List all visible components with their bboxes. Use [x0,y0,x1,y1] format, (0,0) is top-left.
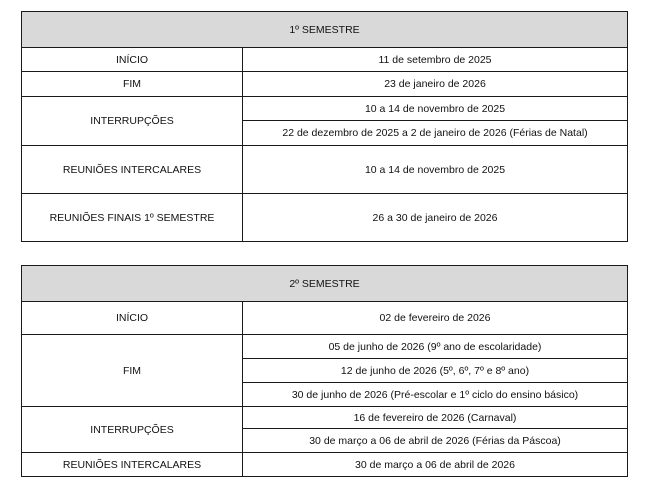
reunioes-intercalares-label: REUNIÕES INTERCALARES [22,146,243,194]
inicio-label: INÍCIO [22,48,243,72]
reunioes-intercalares-value: 30 de março a 06 de abril de 2026 [243,453,628,477]
interrupcoes-value-2: 30 de março a 06 de abril de 2026 (Férias da Páscoa) [243,429,628,453]
interrupcoes-label: INTERRUPÇÕES [22,407,243,453]
fim-value-3: 30 de junho de 2026 (Pré-escolar e 1º ciclo do ensino básico) [243,383,628,407]
fim-label: FIM [22,335,243,407]
interrupcoes-value-2: 22 de dezembro de 2025 a 2 de janeiro de 2026 (Férias de Natal) [243,121,628,146]
fim-value: 23 de janeiro de 2026 [243,72,628,97]
semester-1-title: 1º SEMESTRE [22,12,628,48]
reunioes-finais-value: 26 a 30 de janeiro de 2026 [243,194,628,242]
reunioes-intercalares-label: REUNIÕES INTERCALARES [22,453,243,477]
fim-label: FIM [22,72,243,97]
inicio-value: 11 de setembro de 2025 [243,48,628,72]
semester-2-title: 2º SEMESTRE [22,266,628,302]
interrupcoes-label: INTERRUPÇÕES [22,97,243,146]
reunioes-finais-label: REUNIÕES FINAIS 1º SEMESTRE [22,194,243,242]
interrupcoes-value-1: 10 a 14 de novembro de 2025 [243,97,628,121]
fim-value-1: 05 de junho de 2026 (9º ano de escolaridade) [243,335,628,359]
inicio-label: INÍCIO [22,302,243,335]
semester-1-table [21,11,628,242]
fim-value-2: 12 de junho de 2026 (5º, 6º, 7º e 8º ano) [243,359,628,383]
reunioes-intercalares-value: 10 a 14 de novembro de 2025 [243,146,628,194]
semester-2-table [21,265,628,477]
inicio-value: 02 de fevereiro de 2026 [243,302,628,335]
interrupcoes-value-1: 16 de fevereiro de 2026 (Carnaval) [243,407,628,429]
